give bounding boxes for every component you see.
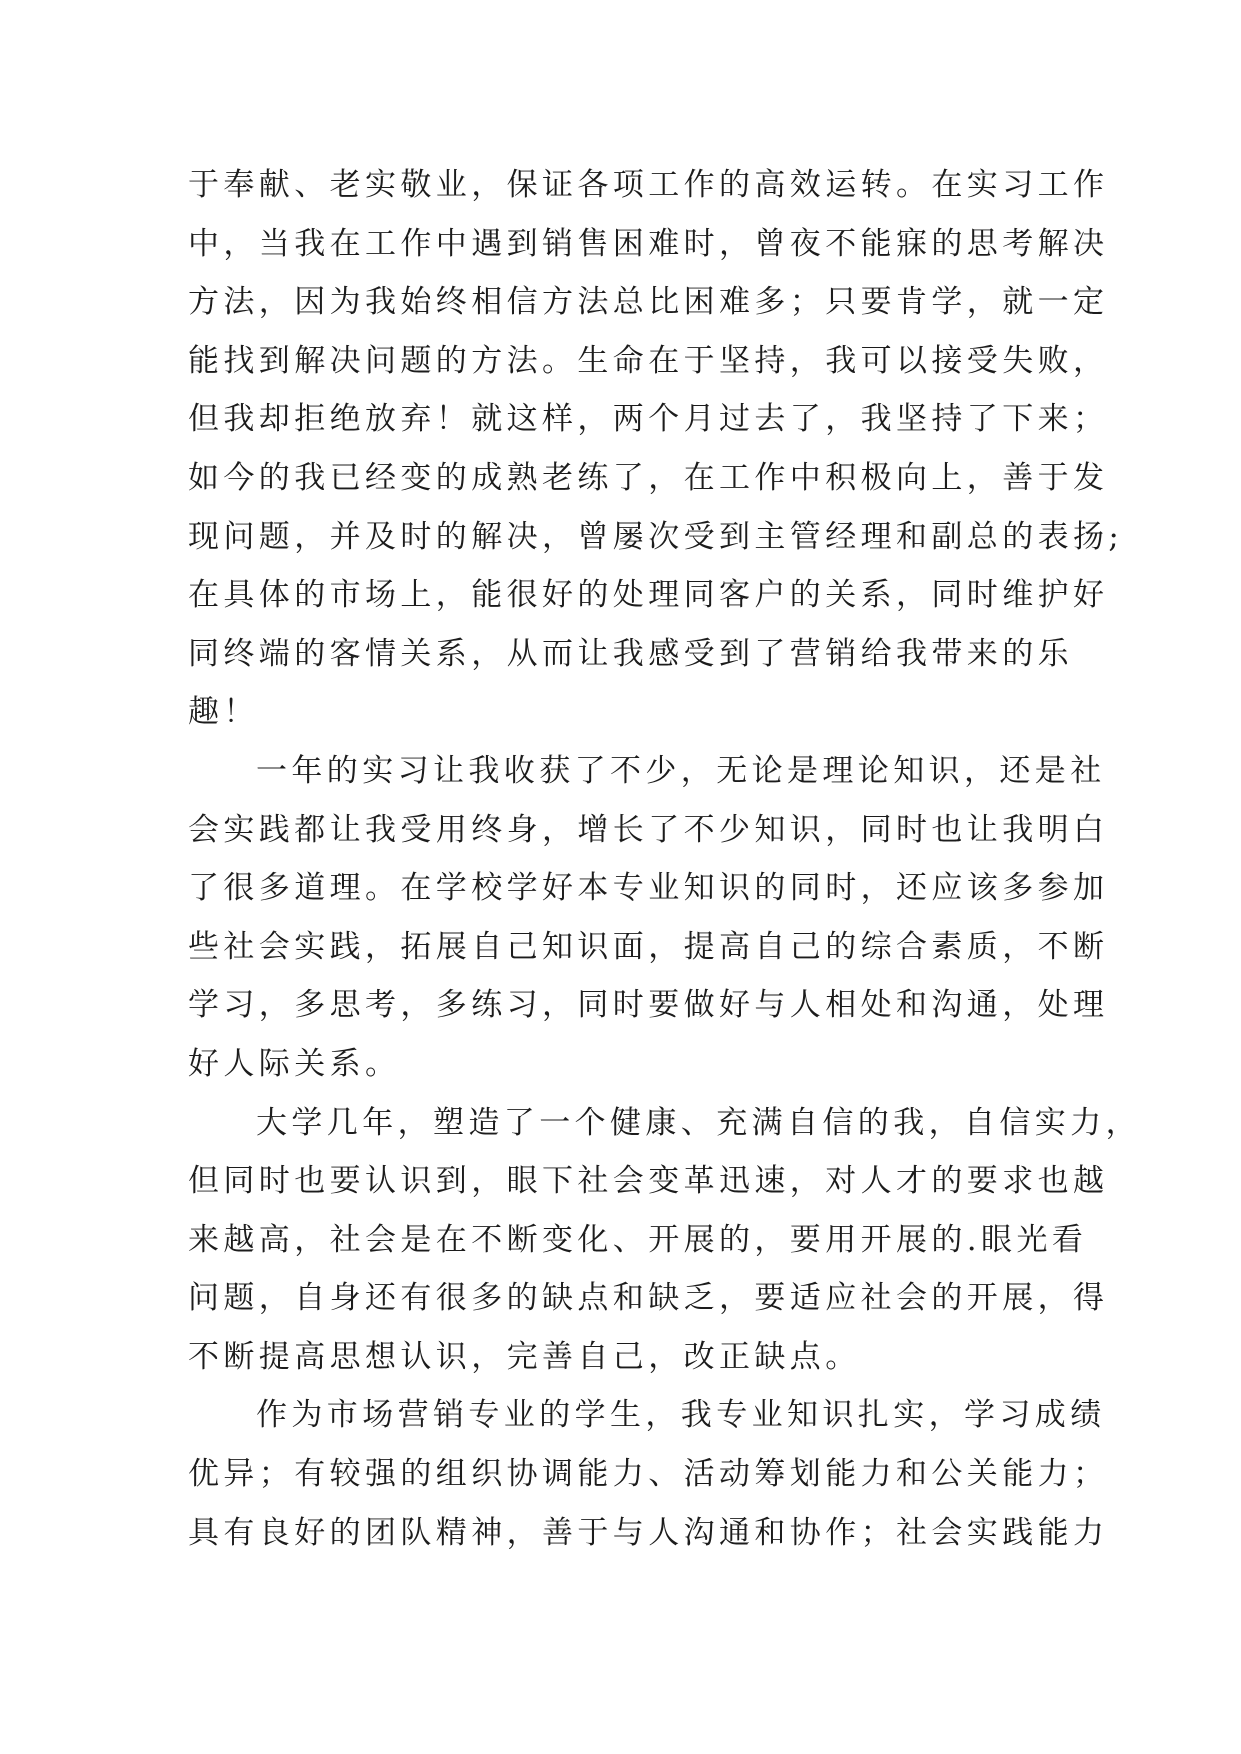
text-line: 中，当我在工作中遇到销售困难时，曾夜不能寐的思考解决 (188, 225, 1109, 262)
text-line: 如今的我已经变的成熟老练了，在工作中积极向上，善于发 (188, 459, 1109, 496)
text-line: 同终端的客情关系，从而让我感受到了营销给我带来的乐 (188, 635, 1073, 672)
text-line: 问题，自身还有很多的缺点和缺乏，要适应社会的开展，得 (188, 1280, 1109, 1317)
text-line: 了很多道理。在学校学好本专业知识的同时，还应该多参加 (188, 870, 1109, 907)
text-line: 来越高，社会是在不断变化、开展的，要用开展的.眼光看 (188, 1221, 1088, 1258)
text-line: 于奉献、老实敬业，保证各项工作的高效运转。在实习工作 (188, 167, 1109, 203)
text-line: 好人际关系。 (188, 1045, 401, 1082)
text-line: 会实践都让我受用终身，增长了不少知识，同时也让我明白 (188, 811, 1109, 848)
text-line: 在具体的市场上，能很好的处理同客户的关系，同时维护好 (188, 577, 1109, 614)
text-line: 大学几年，塑造了一个健康、充满自信的我，自信实力， (256, 1104, 1141, 1141)
text-line: 作为市场营销专业的学生，我专业知识扎实，学习成绩 (256, 1397, 1106, 1434)
text-line: 但同时也要认识到，眼下社会变革迅速，对人才的要求也越 (188, 1163, 1109, 1200)
text-line: 优异；有较强的组织协调能力、活动筹划能力和公关能力； (188, 1456, 1109, 1493)
text-line: 具有良好的团队精神，善于与人沟通和协作；社会实践能力 (188, 1514, 1109, 1551)
text-line: 方法，因为我始终相信方法总比困难多；只要肯学，就一定 (188, 284, 1109, 321)
text-line: 些社会实践，拓展自己知识面，提高自己的综合素质，不断 (188, 928, 1109, 965)
text-line: 不断提高思想认识，完善自己，改正缺点。 (188, 1338, 861, 1375)
document-body (188, 156, 1141, 1562)
text-line: 一年的实习让我收获了不少，无论是理论知识，还是社 (256, 752, 1106, 789)
text-line: 趣！ (188, 694, 259, 731)
text-line: 现问题，并及时的解决，曾屡次受到主管经理和副总的表扬; (188, 518, 1124, 555)
text-line: 但我却拒绝放弃！就这样，两个月过去了，我坚持了下来； (188, 401, 1109, 438)
text-line: 能找到解决问题的方法。生命在于坚持，我可以接受失败， (188, 342, 1109, 379)
text-line: 学习，多思考，多练习，同时要做好与人相处和沟通，处理 (188, 987, 1109, 1024)
